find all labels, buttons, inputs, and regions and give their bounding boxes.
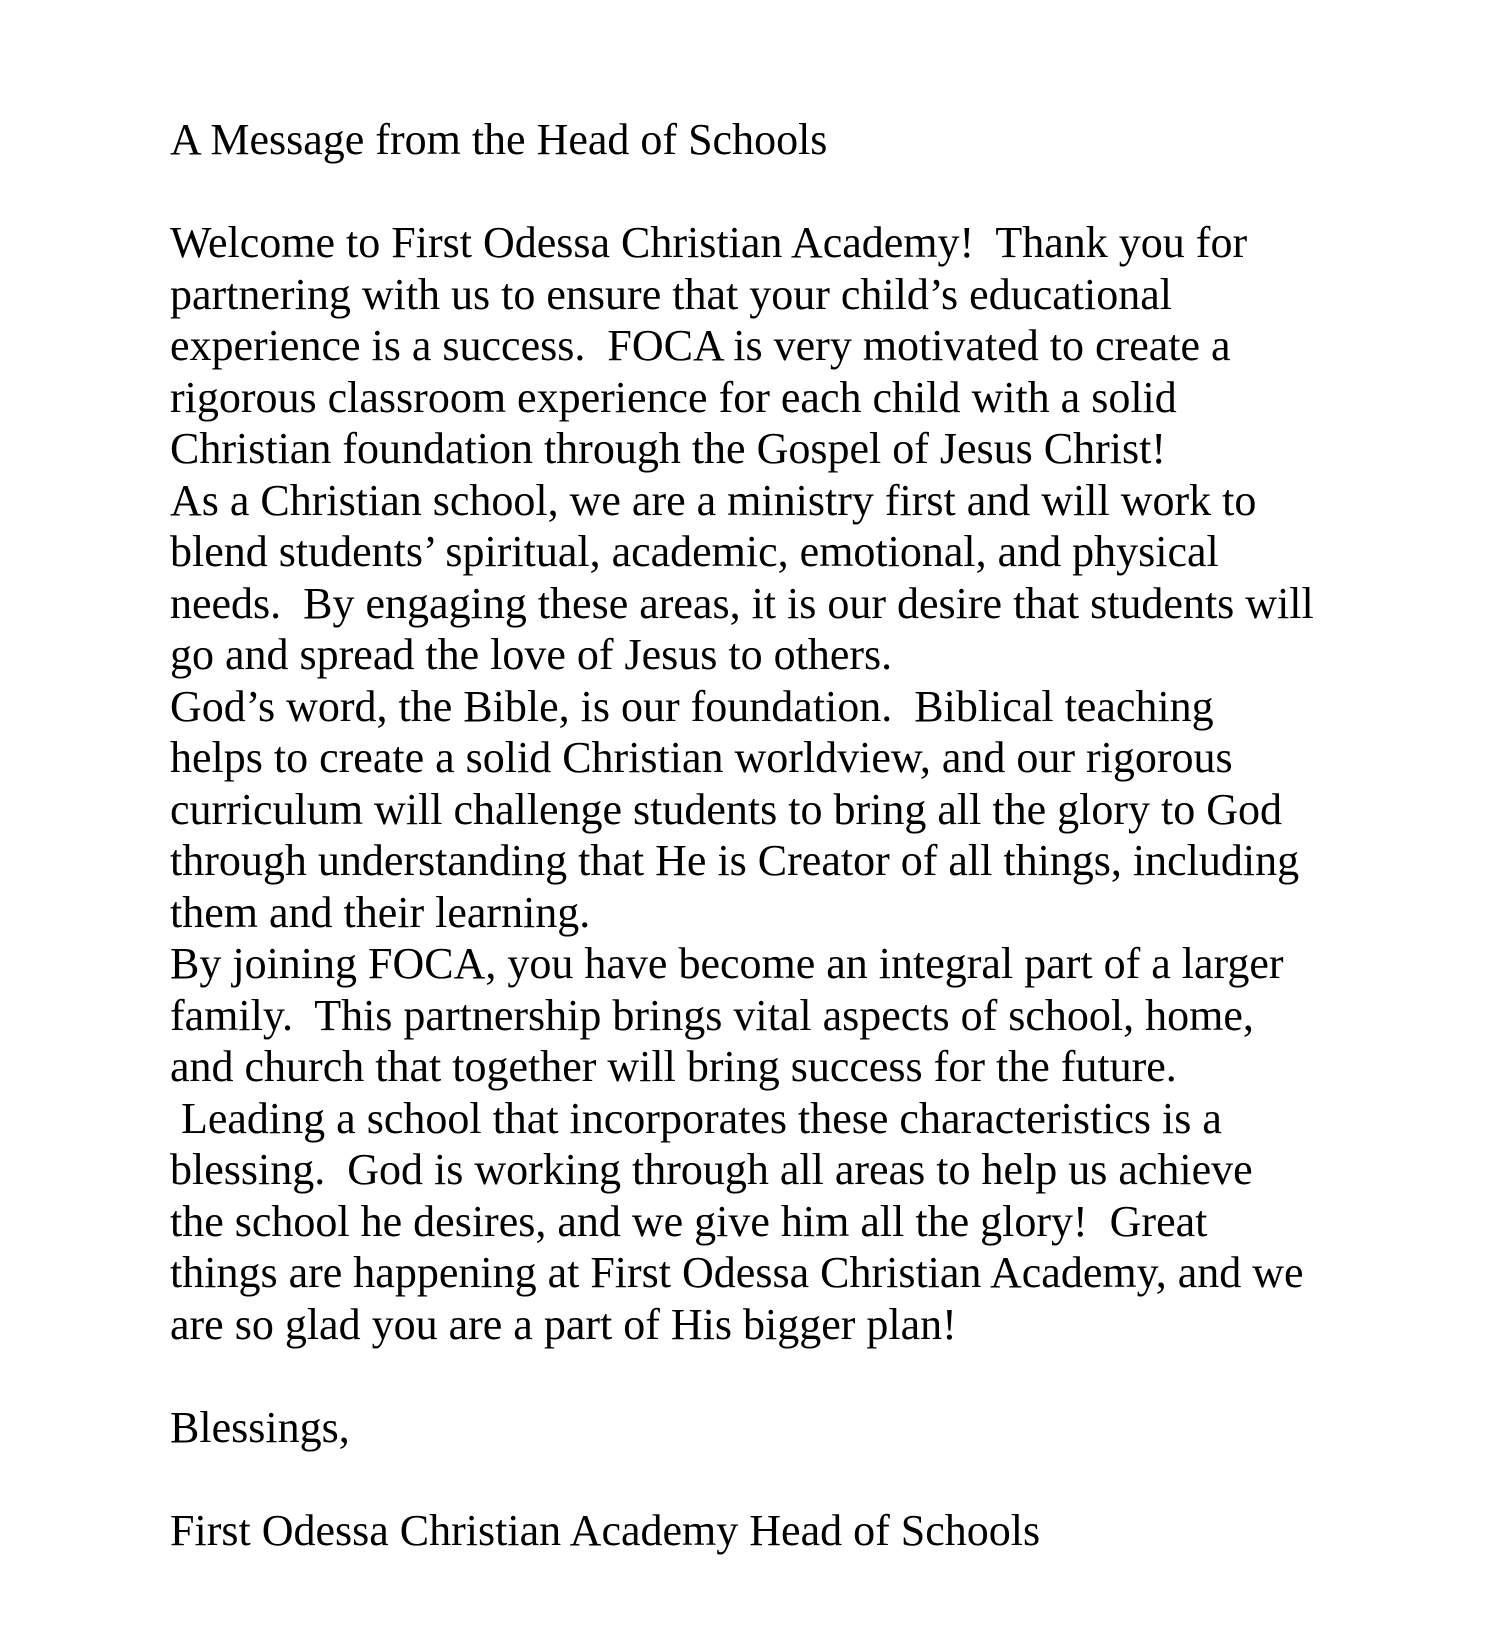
letter-body-line: blend students’ spiritual, academic, emotional, and physical [170, 527, 1219, 576]
letter-body-line: curriculum will challenge students to bring all the glory to God [170, 784, 1282, 834]
blank-line [170, 166, 1458, 218]
letter-body-line: As a Christian school, we are a ministry first and will work to [170, 475, 1257, 525]
blank-line [170, 1453, 1458, 1505]
letter-body-line: blessing. God is working through all areas to help us achieve [170, 1145, 1253, 1194]
blank-line [170, 1350, 1458, 1402]
letter-body-line: needs. By engaging these areas, it is our desire that students will [170, 578, 1314, 628]
letter-closing: Blessings, [170, 1402, 350, 1452]
letter-body-line: Welcome to First Odessa Christian Academy! Thank you for [170, 218, 1248, 267]
letter-body-line: are so glad you are a part of His bigger plan! [170, 1299, 957, 1349]
letter-body-line: things are happening at First Odessa Christian Academy, and we [170, 1248, 1304, 1297]
letter-body-line: go and spread the love of Jesus to others. [170, 630, 893, 679]
letter-body-line: Christian foundation through the Gospel of Jesus Christ! [170, 424, 1167, 473]
letter-body-line: family. This partnership brings vital aspects of school, home, [170, 990, 1254, 1040]
letter-body-line: the school he desires, and we give him all the glory! Great [170, 1196, 1208, 1246]
letter-body-line: them and their learning. [170, 887, 591, 937]
letter-body-line: and church that together will bring success for the future. [170, 1042, 1177, 1091]
letter-body-line: rigorous classroom experience for each child with a solid [170, 372, 1177, 422]
letter-title: A Message from the Head of Schools [170, 115, 828, 164]
letter-body [170, 217, 1458, 1350]
letter-body-line: God’s word, the Bible, is our foundation. Biblical teaching [170, 681, 1214, 731]
letter-body-line: partnering with us to ensure that your child’s educational [170, 269, 1172, 319]
letter-signature: First Odessa Christian Academy Head of Schools [170, 1505, 1041, 1555]
letter-body-line: experience is a success. FOCA is very motivated to create a [170, 321, 1231, 370]
letter-body-line: By joining FOCA, you have become an integral part of a larger [170, 939, 1284, 988]
letter-body-line: Leading a school that incorporates these characteristics is a [170, 1093, 1222, 1143]
letter-body-line: through understanding that He is Creator of all things, including [170, 836, 1300, 885]
letter-body-line: helps to create a solid Christian worldview, and our rigorous [170, 733, 1233, 782]
